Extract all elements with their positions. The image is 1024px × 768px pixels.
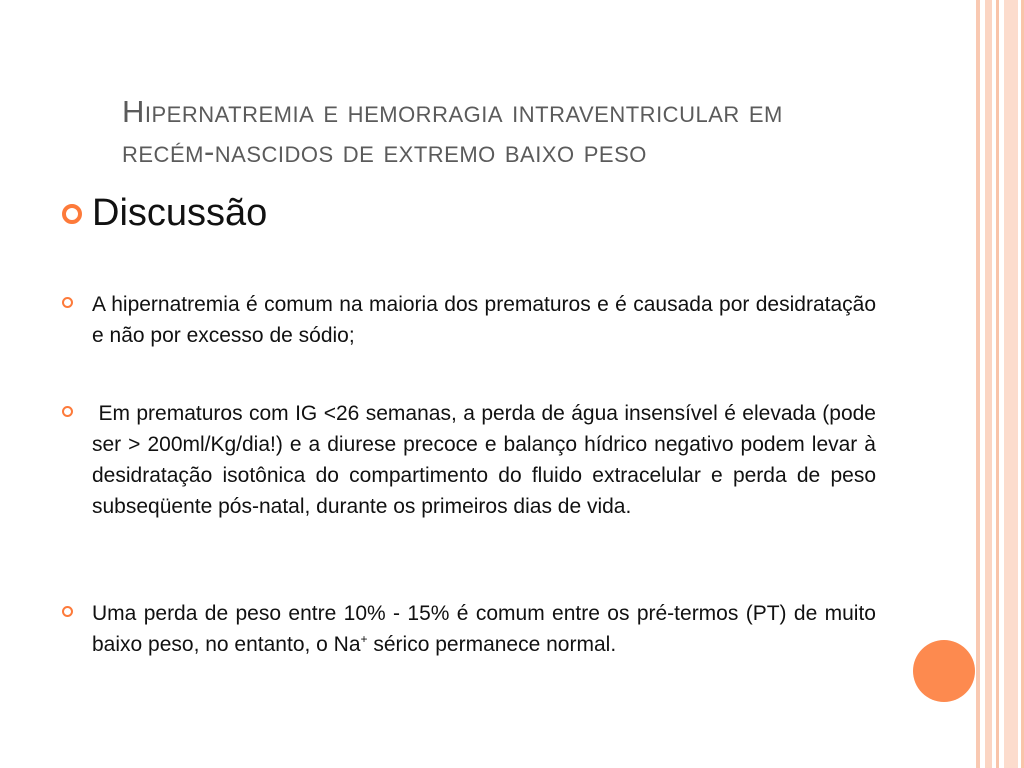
bullet-text [92, 598, 876, 660]
bullet-ring-icon [62, 297, 73, 308]
bullet-ring-icon [62, 204, 82, 224]
bullet-text: A hipernatremia é comum na maioria dos prematuros e é causada por desidratação e não por excesso de sódio; [92, 293, 876, 347]
bullet-text [92, 398, 876, 522]
superscript-plus: + [360, 632, 368, 646]
bullet-text-content: Em prematuros com IG <26 semanas, a perda de água insensível é elevada (pode ser > 200ml/Kg/dia!) e a diurese precoce e balanço hídrico negativo podem levar à desidratação isotônica do compartimento do fluido extracelular e perda de peso subseqüente pós-natal, durante os primeiros dias de vida. [92, 402, 876, 518]
decorative-stripe [1004, 0, 1018, 768]
bullet-text-before: Uma perda de peso entre 10% - 15% é comum entre os pré-termos (PT) de muito baixo peso, no entanto, o Na [92, 602, 876, 656]
bullet-text-after: sérico permanece normal. [367, 633, 617, 656]
decorative-circle [913, 640, 975, 702]
decorative-stripe [996, 0, 999, 768]
bullet-ring-icon [62, 606, 73, 617]
section-heading: Discussão [92, 192, 268, 234]
decorative-stripe [976, 0, 980, 768]
bullet-ring-icon [62, 406, 73, 417]
slide-title: Hipernatremia e hemorragia intraventricular em recém-nascidos de extremo baixo peso [122, 94, 783, 169]
decorative-stripe [985, 0, 992, 768]
